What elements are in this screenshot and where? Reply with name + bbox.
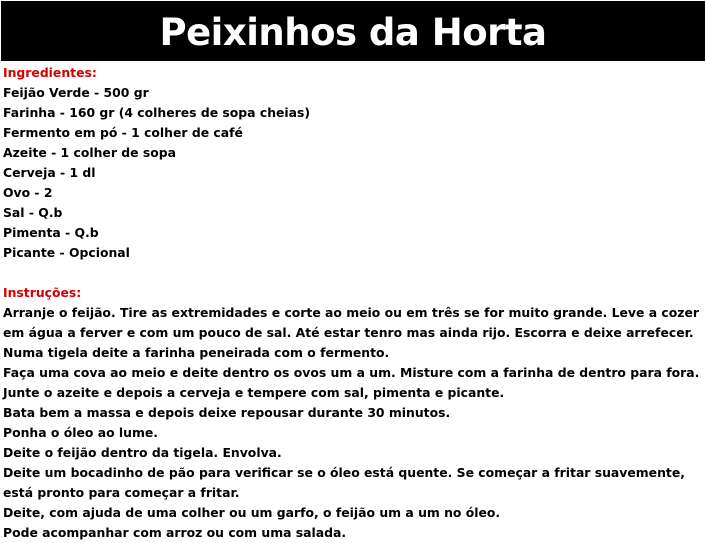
ingredient-item: Farinha - 160 gr (4 colheres de sopa cheias) xyxy=(3,105,311,120)
instruction-step: Pode acompanhar com arroz ou com uma salada. xyxy=(3,525,347,540)
recipe-body xyxy=(3,63,705,543)
instruction-step: Junte o azeite e depois a cerveja e tempere com sal, pimenta e picante. xyxy=(3,385,505,400)
ingredient-item: Feijão Verde - 500 gr xyxy=(3,85,149,100)
ingredients-list xyxy=(3,83,705,263)
title-banner xyxy=(1,1,705,61)
ingredient-item: Cerveja - 1 dl xyxy=(3,165,96,180)
instruction-step: Deite, com ajuda de uma colher ou um garfo, o feijão um a um no óleo. xyxy=(3,505,501,520)
recipe-title: Peixinhos da Horta xyxy=(159,10,547,54)
ingredient-item: Pimenta - Q.b xyxy=(3,225,99,240)
instruction-step: Arranje o feijão. Tire as extremidades e corte ao meio ou em três se for muito grande. Leve a cozer em água a ferver e com um pouco de sal. Até estar tenro mas ainda rijo. Escorra e deixe arrefecer. xyxy=(3,305,699,340)
instruction-step: Deite o feijão dentro da tigela. Envolva. xyxy=(3,445,282,460)
instruction-step: Deite um bocadinho de pão para verificar se o óleo está quente. Se começar a fritar suavemente, está pronto para começar a fritar. xyxy=(3,465,685,500)
ingredient-item: Ovo - 2 xyxy=(3,185,53,200)
instructions-heading: Instruções: xyxy=(3,285,82,300)
instruction-step: Ponha o óleo ao lume. xyxy=(3,425,159,440)
instructions-list xyxy=(3,303,705,543)
ingredient-item: Sal - Q.b xyxy=(3,205,63,220)
ingredients-heading: Ingredientes: xyxy=(3,65,97,80)
ingredient-item: Azeite - 1 colher de sopa xyxy=(3,145,176,160)
instruction-step: Bata bem a massa e depois deixe repousar durante 30 minutos. xyxy=(3,405,451,420)
instruction-step: Numa tigela deite a farinha peneirada com o fermento. xyxy=(3,345,390,360)
section-spacer xyxy=(3,263,705,283)
ingredient-item: Picante - Opcional xyxy=(3,245,130,260)
instruction-step: Faça uma cova ao meio e deite dentro os ovos um a um. Misture com a farinha de dentro para fora. xyxy=(3,365,700,380)
ingredient-item: Fermento em pó - 1 colher de café xyxy=(3,125,243,140)
